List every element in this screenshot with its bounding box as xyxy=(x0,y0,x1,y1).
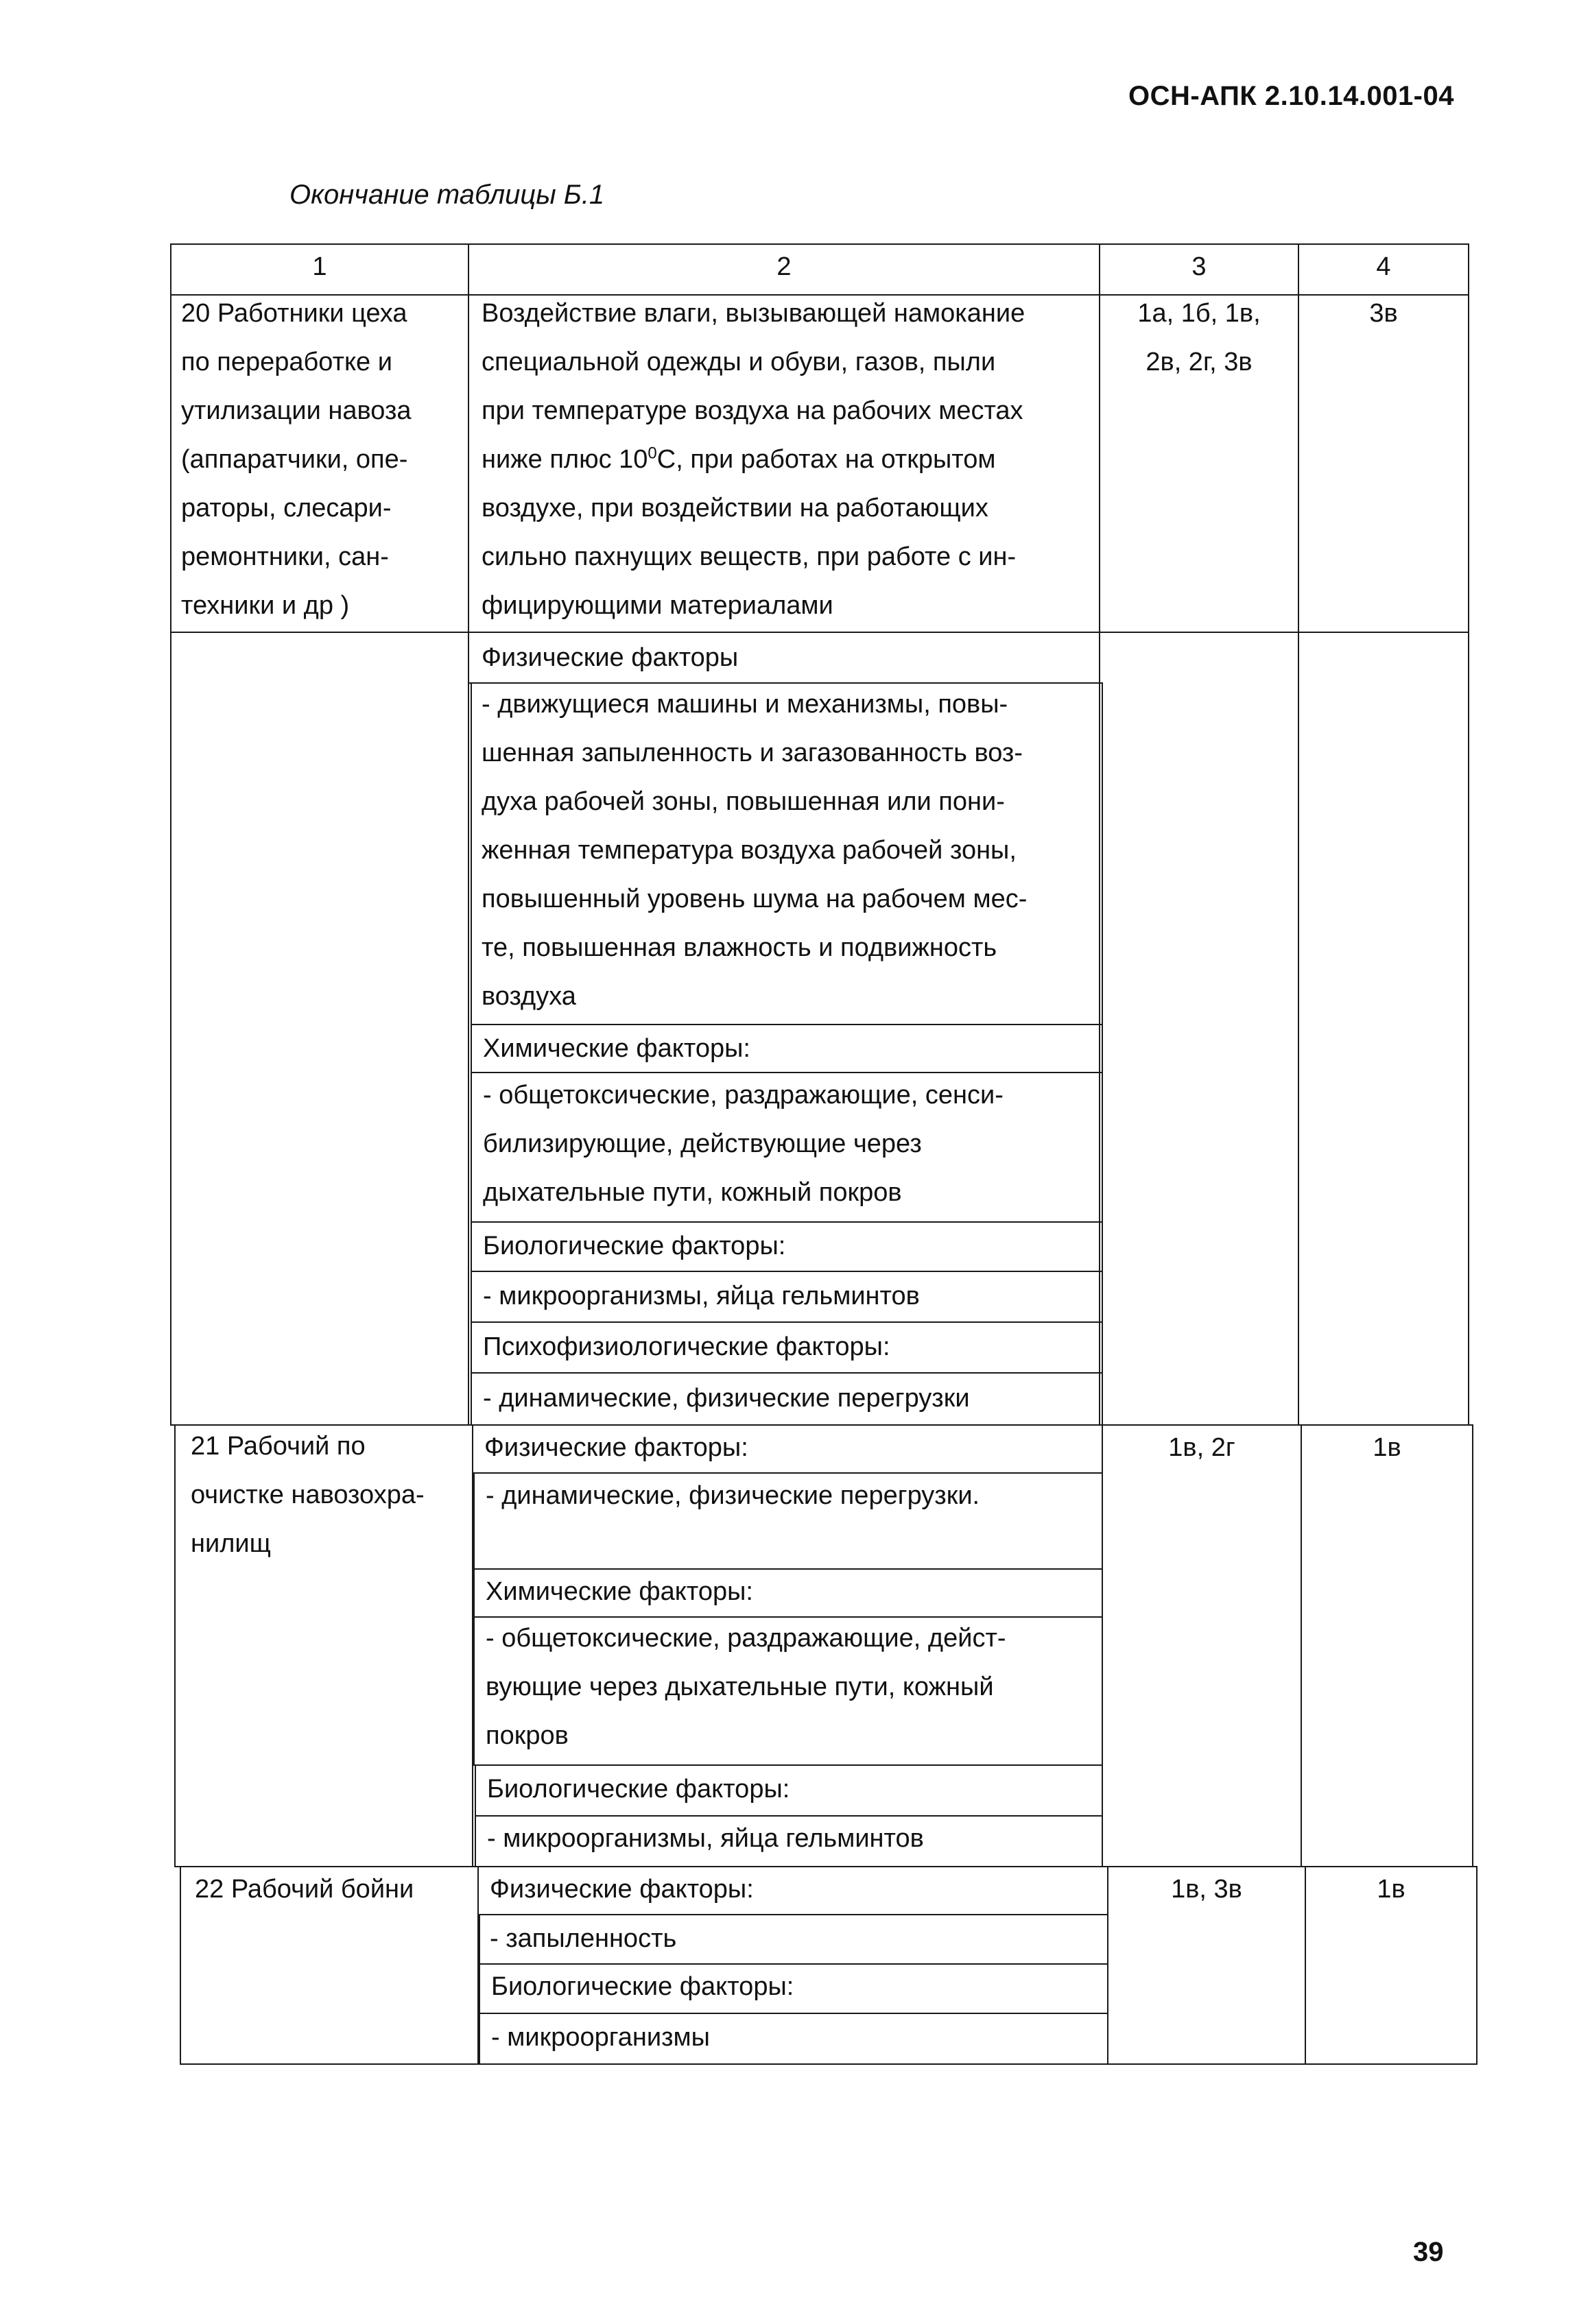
table-caption: Окончание таблицы Б.1 xyxy=(289,180,605,210)
row20-psy-item: - динамические, физические перегрузки xyxy=(483,1384,970,1413)
row22-col4-value: 1в xyxy=(1377,1875,1405,1904)
row20-col3-values: 1а, 1б, 1в, 2в, 2г, 3в xyxy=(1137,299,1261,376)
row22-phys-item: - запыленность xyxy=(490,1924,677,1953)
row21-phys-item: - динамические, физические перегрузки. xyxy=(486,1481,980,1510)
row20-bio-title: Биологические факторы: xyxy=(483,1232,786,1260)
column-header-1: 1 xyxy=(312,252,327,281)
row21-col4-value: 1в xyxy=(1373,1433,1401,1462)
row21-bio-item: - микроорганизмы, яйца гельминтов xyxy=(487,1824,924,1853)
row21-col3-value: 1в, 2г xyxy=(1168,1433,1235,1462)
row20-cont-col1-cell xyxy=(170,632,469,1426)
row21-title: 21 Рабочий по очистке навозохра- нилищ xyxy=(191,1432,425,1558)
document-code: ОСН-АПК 2.10.14.001-04 xyxy=(1128,81,1454,111)
row21-col4-cell xyxy=(1301,1424,1473,1867)
column-header-2: 2 xyxy=(776,252,792,281)
column-header-3: 3 xyxy=(1191,252,1207,281)
row20-title: 20 Работники цеха по переработке и утилизации навоза (аппаратчики, опе- раторы, слесари- ремонтники, сан- техники и др ) xyxy=(181,299,412,620)
row21-bio-title: Биологические факторы: xyxy=(487,1775,790,1804)
row20-chem-title: Химические факторы: xyxy=(483,1034,750,1063)
row22-phys-title: Физические факторы: xyxy=(490,1875,754,1904)
row20-description: Воздействие влаги, вызывающей намокание специальной одежды и обуви, газов, пыли при температуре воздуха на рабочих местах ниже плюс $10^0С$, при работах на открытом воздухе, при воздействии на работающих сильно пахнущих веществ, при работе с ин- фицирующими материалами xyxy=(482,299,1025,620)
row21-chem-items: - общетоксические, раздражающие, дейст- вующие через дыхательные пути, кожный покров xyxy=(486,1624,1006,1750)
row20-phys-items: - движущиеся машины и механизмы, повы- шенная запыленность и загазованность воз- духа рабочей зоны, повышенная или пони- женная температура воздуха рабочей зоны, повышенный уровень шума на рабочем мес- те, повышенная влажность и подвижность воздуха xyxy=(482,690,1028,1011)
row22-bio-item: - микроорганизмы xyxy=(491,2023,710,2052)
row20-phys-title: Физические факторы xyxy=(482,643,739,672)
page-number: 39 xyxy=(1413,2237,1444,2267)
row21-phys-title: Физические факторы: xyxy=(484,1433,748,1462)
row21-chem-title: Химические факторы: xyxy=(486,1577,753,1606)
column-header-4: 4 xyxy=(1376,252,1391,281)
row22-col3-value: 1в, 3в xyxy=(1171,1875,1242,1904)
row20-bio-item: - микроорганизмы, яйца гельминтов xyxy=(483,1282,920,1310)
row22-bio-title: Биологические факторы: xyxy=(491,1972,794,2001)
row22-title: 22 Рабочий бойни xyxy=(195,1875,414,1904)
row20-chem-items: - общетоксические, раздражающие, сенси- билизирующие, действующие через дыхательные пути, кожный покров xyxy=(483,1081,1004,1207)
row20-col4-cell xyxy=(1298,294,1469,633)
row20-cont-col3-cell xyxy=(1099,632,1299,1426)
row20-col4-value: 3в xyxy=(1369,299,1398,328)
row20-psy-title: Психофизиологические факторы: xyxy=(483,1332,890,1361)
row20-cont-col4-cell xyxy=(1298,632,1469,1426)
row21-col3-cell xyxy=(1102,1424,1302,1867)
